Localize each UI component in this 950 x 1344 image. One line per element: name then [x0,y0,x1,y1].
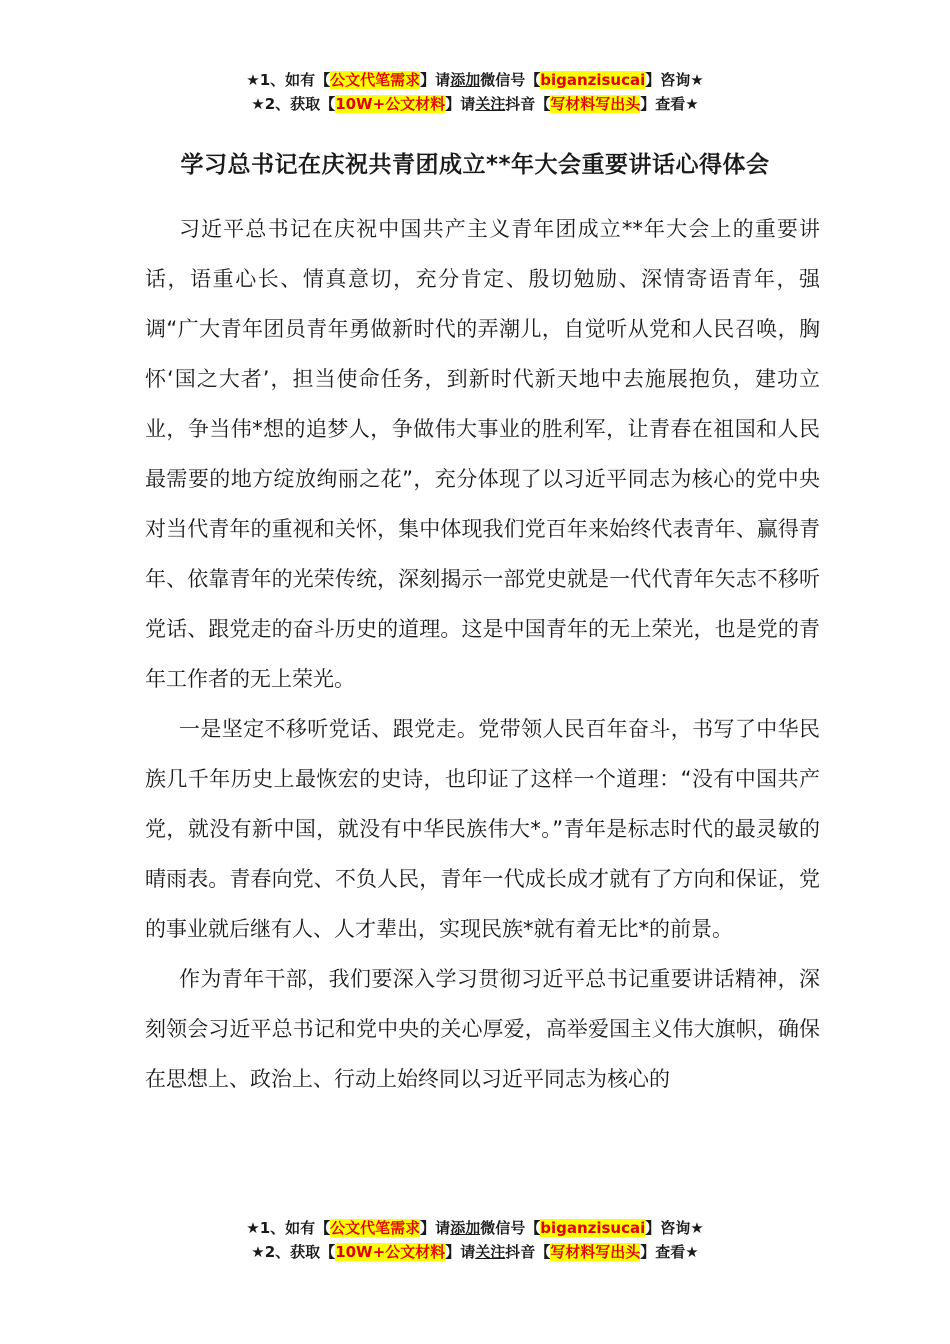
banner-text: 】查看★ [640,1243,699,1261]
banner-highlight: 10W+公文材料 [335,1243,446,1261]
banner-text: 微信号【 [480,71,541,89]
banner-text: 】查看★ [640,95,699,113]
banner-text: ★2、获取【 [251,95,336,113]
banner-text: ★2、获取【 [251,1243,336,1261]
banner-highlight: biganzisucai [540,1219,646,1237]
header-banner [0,68,950,116]
document-body [145,204,820,1104]
banner-highlight: 写材料写出头 [550,95,641,113]
banner-text: 】咨询★ [645,1219,704,1237]
banner-underline: 添加 [450,71,481,89]
banner-text: 】请 [445,1243,476,1261]
banner-underline: 添加 [450,1219,481,1237]
banner-line-1 [0,1216,950,1240]
banner-line-2 [0,92,950,116]
banner-text: 】请 [445,95,476,113]
banner-text: 】咨询★ [645,71,704,89]
banner-underline: 关注 [475,1243,506,1261]
banner-text: ★1、如有【 [246,71,331,89]
banner-text: 抖音【 [505,1243,551,1261]
banner-highlight: 写材料写出头 [550,1243,641,1261]
footer-banner [0,1216,950,1264]
banner-text: 】请 [420,1219,451,1237]
document-title: 学习总书记在庆祝共青团成立**年大会重要讲话心得体会 [180,152,770,178]
paragraph: 习近平总书记在庆祝中国共产主义青年团成立**年大会上的重要讲话，语重心长、情真意切，充分肯定、殷切勉励、深情寄语青年，强调“广大青年团员青年勇做新时代的弄潮儿，自觉听从党和人民召唤，胸怀‘国之大者’，担当使命任务，到新时代新天地中去施展抱负，建功立业，争当伟*想的追梦人，争做伟大事业的胜利军，让青春在祖国和人民最需要的地方绽放绚丽之花”，充分体现了以习近平同志为核心的党中央对当代青年的重视和关怀，集中体现我们党百年来始终代表青年、赢得青年、依靠青年的光荣传统，深刻揭示一部党史就是一代代青年矢志不移听党话、跟党走的奋斗历史的道理。这是中国青年的无上荣光，也是党的青年工作者的无上荣光。 [145,217,820,691]
banner-line-2 [0,1240,950,1264]
banner-text: 微信号【 [480,1219,541,1237]
banner-highlight: 公文代笔需求 [330,1219,421,1237]
banner-highlight: 公文代笔需求 [330,71,421,89]
paragraph: 作为青年干部，我们要深入学习贯彻习近平总书记重要讲话精神，深刻领会习近平总书记和党中央的关心厚爱，高举爱国主义伟大旗帜，确保在思想上、政治上、行动上始终同以习近平同志为核心的 [145,967,820,1091]
banner-line-1 [0,68,950,92]
banner-text: 】请 [420,71,451,89]
paragraph: 一是坚定不移听党话、跟党走。党带领人民百年奋斗，书写了中华民族几千年历史上最恢宏的史诗，也印证了这样一个道理：“没有中国共产党，就没有新中国，就没有中华民族伟大*。”青年是标志时代的最灵敏的晴雨表。青春向党、不负人民，青年一代成长成才就有了方向和保证，党的事业就后继有人、人才辈出，实现民族*就有着无比*的前景。 [145,717,820,941]
banner-underline: 关注 [475,95,506,113]
banner-highlight: 10W+公文材料 [335,95,446,113]
banner-text: 抖音【 [505,95,551,113]
banner-highlight: biganzisucai [540,71,646,89]
banner-text: ★1、如有【 [246,1219,331,1237]
